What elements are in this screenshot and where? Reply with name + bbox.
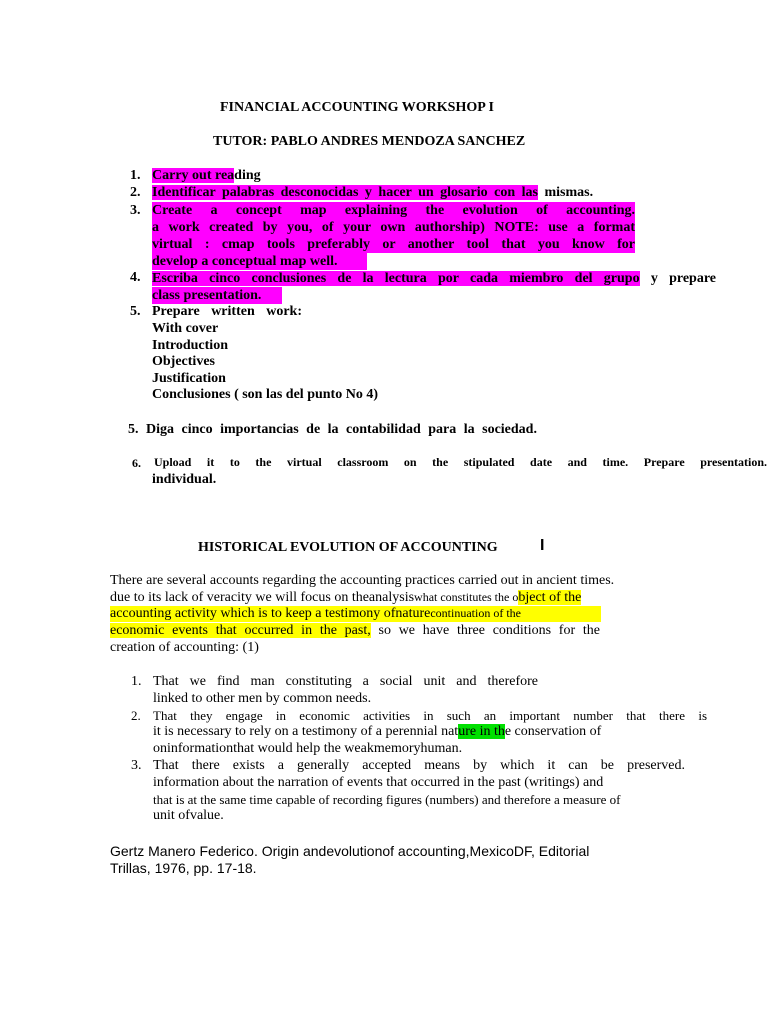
condition-3-line-3: that is at the same time capable of recording figures (numbers) and therefore a measure of bbox=[153, 792, 621, 807]
task-5-item-justification: Justification bbox=[152, 371, 226, 386]
intro-line-4-inner bbox=[110, 623, 600, 639]
task-5-item-cover: With cover bbox=[152, 321, 219, 336]
intro-line-1: There are several accounts regarding the accounting practices carried out in ancient times. bbox=[110, 573, 615, 588]
intro-line-3a: accounting activity which is to keep a testimony ofnature bbox=[110, 606, 431, 621]
tutor-line: TUTOR: PABLO ANDRES MENDOZA SANCHEZ bbox=[213, 134, 526, 149]
intro-line-2-highlight: bject of the bbox=[518, 590, 582, 605]
condition-2-line-2 bbox=[153, 724, 601, 740]
task-4-highlight: Escriba cinco conclusiones de la lectura por cada miembro del grupo bbox=[152, 271, 640, 286]
task-1-highlight: Carry out rea bbox=[152, 168, 235, 183]
condition-3-line-1 bbox=[153, 758, 685, 774]
condition-3-line-1-text: That there exists a generally accepted means by which it can be preserved. bbox=[153, 758, 685, 773]
condition-2-line-1 bbox=[153, 708, 707, 724]
condition-2-line-3: oninformationthat would help the weakmemoryhuman. bbox=[153, 741, 463, 756]
intro-line-4 bbox=[110, 623, 600, 639]
intro-line-2a: due to its lack of veracity we will focus on theanalysis bbox=[110, 590, 415, 605]
task-6-number: 6. bbox=[132, 456, 141, 470]
document-title: FINANCIAL ACCOUNTING WORKSHOP I bbox=[220, 100, 494, 115]
task-1-rest: ding bbox=[234, 168, 261, 183]
task-4-number: 4. bbox=[130, 270, 141, 285]
task-5-item-conclusions: Conclusiones ( son las del punto No 4) bbox=[152, 387, 378, 402]
task-6-line-2: individual. bbox=[152, 472, 217, 487]
condition-1-line-1 bbox=[153, 674, 538, 690]
task-3-line-1: Create a concept map explaining the evolution of accounting. bbox=[152, 203, 635, 218]
task-3-number: 3. bbox=[130, 203, 141, 218]
intro-line-3 bbox=[110, 606, 601, 622]
condition-2-line-2b: e conservation of bbox=[504, 724, 602, 739]
condition-2-line-2a: it is necessary to rely on a testimony of a perennial nat bbox=[153, 724, 459, 739]
task-4-line-1 bbox=[152, 270, 716, 287]
condition-1-number: 1. bbox=[131, 674, 142, 689]
task-6-line-1-text: Upload it to the virtual classroom on the stipulated date and time. Prepare presentation. bbox=[154, 455, 767, 469]
task-1-number: 1. bbox=[130, 168, 141, 183]
task-2-rest: mismas. bbox=[537, 185, 594, 200]
intro-line-2 bbox=[110, 590, 581, 606]
task-3-block bbox=[152, 202, 635, 270]
intro-line-4b: so we have three conditions for the bbox=[370, 623, 600, 638]
task-4-rest: y prepare bbox=[639, 271, 717, 286]
task-5-item-objectives: Objectives bbox=[152, 354, 215, 369]
intro-line-5: creation of accounting: (1) bbox=[110, 640, 259, 655]
condition-2-number: 2. bbox=[131, 708, 141, 723]
task-5-item-introduction: Introduction bbox=[152, 338, 228, 353]
intro-line-3b: continuation of the bbox=[430, 606, 522, 620]
task-3-line-3: virtual : cmap tools preferably or another tool that you know for bbox=[152, 237, 635, 252]
task-4-line-2: class presentation. bbox=[152, 287, 282, 304]
citation-line-1: Gertz Manero Federico. Origin andevolutionof accounting,MexicoDF, Editorial bbox=[110, 843, 590, 859]
task-6-line-1 bbox=[154, 455, 767, 470]
task-1-text bbox=[152, 168, 261, 184]
task-2-number: 2. bbox=[130, 185, 141, 200]
section-title: HISTORICAL EVOLUTION OF ACCOUNTING bbox=[198, 540, 498, 555]
task-5b-text: Diga cinco importancias de la contabilidad para la sociedad. bbox=[146, 422, 537, 437]
condition-2-line-1-text: That they engage in economic activities in such an important number that there is bbox=[153, 708, 707, 723]
condition-2-highlight: ure in th bbox=[458, 724, 505, 739]
condition-1-line-2: linked to other men by common needs. bbox=[153, 691, 372, 706]
task-5-title: Prepare written work: bbox=[152, 304, 302, 319]
condition-1-line-1-text: That we find man constituting a social unit and therefore bbox=[153, 674, 538, 689]
task-2-text bbox=[152, 185, 593, 201]
task-4-block bbox=[152, 270, 716, 304]
task-3-line-2: a work created by you, of your own authorship) NOTE: use a format bbox=[152, 220, 635, 235]
citation-line-2: Trillas, 1976, pp. 17-18. bbox=[110, 860, 257, 876]
condition-3-number: 3. bbox=[131, 758, 142, 773]
condition-3-line-4: unit ofvalue. bbox=[153, 808, 224, 823]
task-2-highlight: Identificar palabras desconocidas y hacer un glosario con las bbox=[152, 185, 538, 200]
text-cursor-mark: I bbox=[540, 537, 545, 554]
task-5-number: 5. bbox=[130, 304, 141, 319]
task-5b-number: 5. bbox=[128, 422, 139, 437]
task-3-line-4: develop a conceptual map well. bbox=[152, 253, 367, 270]
intro-line-3-highlight bbox=[110, 606, 601, 622]
intro-line-4-highlight: economic events that occurred in the past, bbox=[110, 623, 371, 638]
intro-line-2b: what constitutes the o bbox=[414, 590, 519, 604]
condition-3-line-2: information about the narration of events that occurred in the past (writings) and bbox=[153, 775, 604, 790]
